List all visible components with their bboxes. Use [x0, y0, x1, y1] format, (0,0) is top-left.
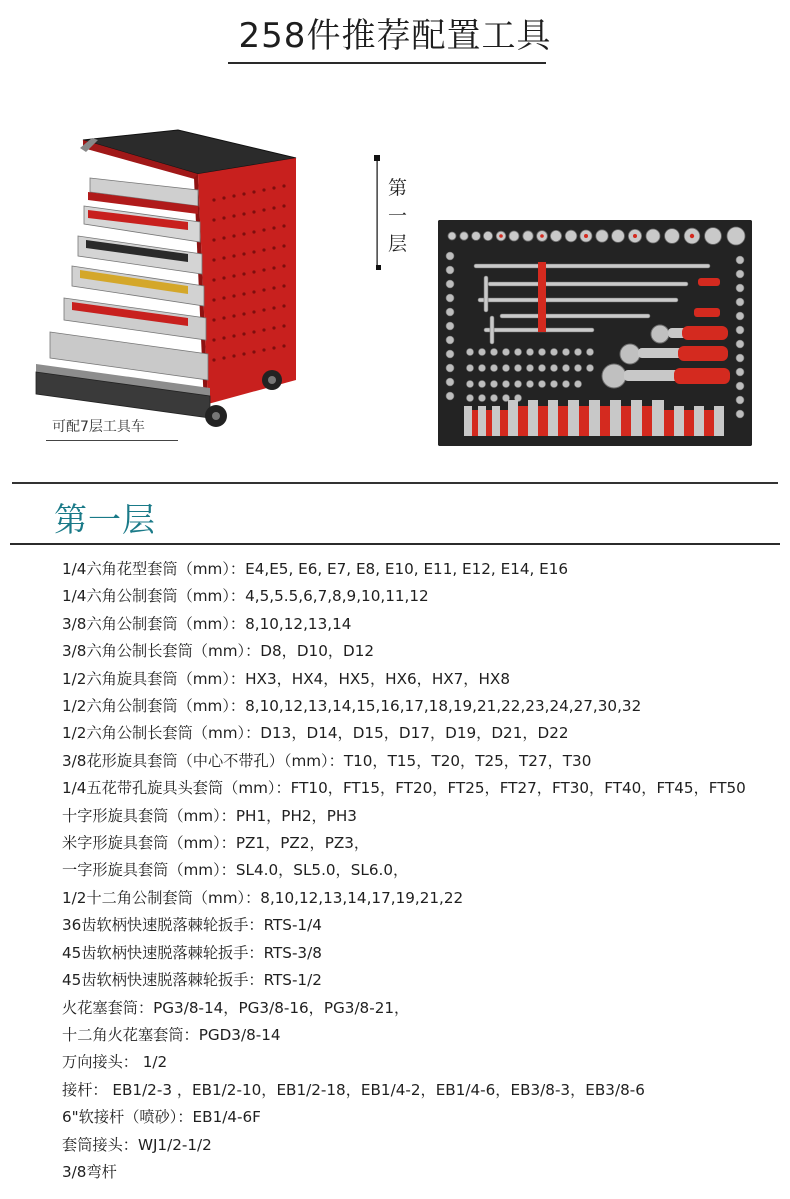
spec-item: 3/8六角公制长套筒（mm）：D8，D10，D12: [62, 642, 375, 661]
spec-list: [62, 556, 774, 1186]
spec-item: 1/2六角公制长套筒（mm）：D13，D14，D15，D17，D19，D21，D22: [62, 724, 569, 743]
spec-item: 45齿软柄快速脱落棘轮扳手：RTS-3/8: [62, 943, 322, 962]
layer-bracket: [374, 155, 382, 273]
tool-tray-image: [438, 220, 752, 446]
spec-item: 45齿软柄快速脱落棘轮扳手：RTS-1/2: [62, 971, 322, 990]
spec-item: 1/2六角公制套筒（mm）：8,10,12,13,14,15,16,17,18,19,21,22,23,24,27,30,32: [62, 697, 642, 716]
spec-item: 十二角火花塞套筒：PGD3/8-14: [62, 1025, 281, 1044]
spec-item: 3/8六角公制套筒（mm）：8,10,12,13,14: [62, 614, 352, 633]
tool-cart-image: [28, 118, 318, 436]
spec-item: 1/4六角公制套筒（mm）：4,5,5.5,6,7,8,9,10,11,12: [62, 587, 429, 606]
spec-item: 套筒接头：WJ1/2-1/2: [62, 1135, 212, 1154]
section-heading-underline: [10, 543, 780, 545]
spec-item: 1/4六角花型套筒（mm）：E4,E5, E6, E7, E8, E10, E11, E12, E14, E16: [62, 560, 569, 578]
spec-item: 1/2六角旋具套筒（mm）：HX3，HX4，HX5，HX6，HX7，HX8: [62, 669, 510, 688]
spec-item: 36齿软柄快速脱落棘轮扳手：RTS-1/4: [62, 916, 322, 935]
spec-item: 一字形旋具套筒（mm）：SL4.0，SL5.0，SL6.0，: [62, 861, 409, 880]
spec-item: 6"软接杆（喷砂）：EB1/4-6F: [62, 1108, 261, 1127]
title-underline: [228, 62, 546, 64]
spec-item: 3/8花形旋具套筒（中心不带孔）（mm）：T10，T15，T20，T25，T27，T30: [62, 751, 592, 770]
page-title: 258件推荐配置工具: [238, 16, 552, 56]
spec-item: 十字形旋具套筒（mm）：PH1，PH2，PH3: [62, 806, 357, 825]
cart-caption-underline: [46, 440, 178, 441]
spec-item: 3/8弯杆: [62, 1162, 117, 1181]
cart-caption: 可配7层工具车: [52, 419, 145, 435]
layer-label: 第一层: [388, 177, 408, 255]
spec-item: 接杆： EB1/2-3 ，EB1/2-10，EB1/2-18，EB1/4-2，EB1/4-6，EB3/8-3，EB3/8-6: [62, 1080, 645, 1099]
section-divider: [12, 482, 778, 484]
spec-item: 1/4五花带孔旋具头套筒（mm）：FT10，FT15，FT20，FT25，FT27，FT30，FT40，FT45，FT50: [62, 779, 746, 798]
spec-item: 1/2十二角公制套筒（mm）：8,10,12,13,14,17,19,21,22: [62, 888, 464, 907]
spec-item: 米字形旋具套筒（mm）：PZ1，PZ2，PZ3，: [62, 834, 370, 853]
spec-item: 万向接头： 1/2: [62, 1053, 168, 1072]
section-heading: 第一层: [54, 500, 156, 539]
spec-item: 火花塞套筒：PG3/8-14，PG3/8-16，PG3/8-21，: [62, 998, 410, 1017]
